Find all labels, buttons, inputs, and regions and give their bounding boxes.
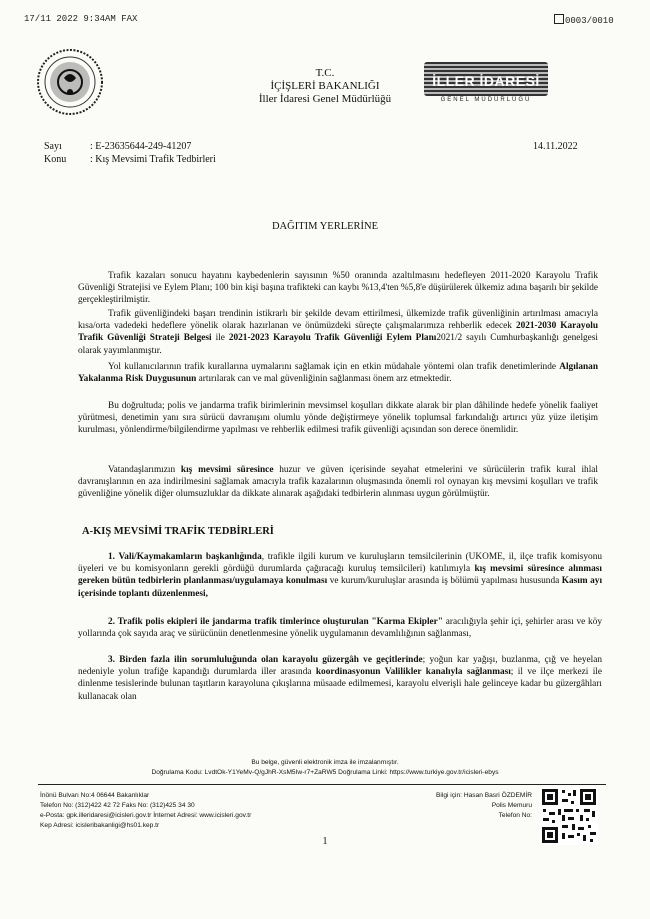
footer-phone: Telefon No: (312)422 42 72 Faks No: (312)425 34 30: [40, 802, 195, 809]
recipient: DAĞITIM YERLERİNE: [271, 221, 379, 232]
section-title: A-KIŞ MEVSİMİ TRAFİK TEDBİRLERİ: [82, 526, 274, 537]
item-3: 3. Birden fazla ilin sorumluluğunda olan karayolu güzergâh ve geçitlerinde; yoğun kar yağışı, buzlanma, çığ ve heyelan nedeniyle yolun trafiğe kapandığı durumlarda iller arasında koordinasyonun Valilikler kanalıyla sağlanması; il ve ilçe merkezi ile dinlenme tesislerinde bulunan taşıtların karayoluna çıkışlarına müsaade edilmemesi, karayolu elverişli hale gelinceye kadar bu güzergâhları kullanacak olan: [78, 655, 602, 702]
paragraph-2: Trafik güvenliğindeki başarı trendinin istikrarlı bir şekilde devam ettirilmesi, ülkemizde trafik güvenliğinin artırılması amacıyla kısa/orta vadedeki hedeflere yönelik olarak hazırlanan ve önümüzdeki süreçte çalışmalarımıza rehberlik edecek 2021-2030 Karayolu Trafik Güvenliği Strateji Belgesi ile 2021-2023 Karayolu Trafik Güvenliği Eylem Planı2021/2 sayılı Cumhurbaşkanlığı genelgesi olarak yayımlanmıştır.: [78, 309, 598, 356]
sayi-value: : E-23635644-249-41207: [90, 141, 192, 152]
footer-kep: Kep Adresi: icisleribakanligi@hs01.kep.tr: [40, 822, 160, 829]
footer-info: [392, 791, 532, 821]
fax-header-right: 0003/0010: [554, 14, 614, 26]
letterhead: [200, 67, 450, 106]
paragraph-1: Trafik kazaları sonucu hayatını kaybedenlerin sayısının %50 oranında azaltılmasını hedefleyen 2011-2020 Karayolu Trafik Güvenliği Stratejisi ve Eylem Planı; 100 bin kişi başına trafikteki can kaybı %13,4'ten %5,8'e düşürülerek ülkemiz adına başarılı bir şekilde gerçekleştirilmiştir.: [78, 271, 598, 306]
paragraph-3: Yol kullanıcılarının trafik kurallarına uymalarını sağlamak için en etkin müdahale yöntemi olan trafik denetimlerinde Algılanan Yakalanma Risk Duygusunun artırılarak can ve mal güvenliğinin sağlanması önem arz etmektedir.: [78, 362, 598, 385]
konu-label: Konu: [44, 154, 67, 165]
paragraph-4: Bu doğrultuda; polis ve jandarma trafik birimlerinin mevsimsel koşulları dikkate alarak bir plan dâhilinde hedefe yönelik faaliyet yürütmesi, denetimin yanı sıra sürücü davranışını olumlu yönde değiştirmeye yönelik toplumsal farkındalığı artırıcı yüz yüze iletişim kurulması, yönlendirme/bilgilendirme yapılması ve rehberlik edilmesi trafik güvenliği açısından son derece önemlidir.: [78, 401, 598, 436]
konu-value: : Kış Mevsimi Trafik Tedbirleri: [90, 154, 216, 165]
document-date: 14.11.2022: [533, 141, 578, 152]
esign-note: Bu belge, güvenli elektronik imza ile imzalanmıştır.: [251, 759, 399, 766]
info-title: Polis Memuru: [491, 802, 532, 809]
fax-header-left: 17/11 2022 9:34AM FAX: [24, 14, 138, 24]
sayi-label: Sayı: [44, 141, 62, 152]
footer-email: e-Posta: gpk.illeridaresi@icisleri.gov.tr İnternet Adresi: www.icisleri.gov.tr: [40, 812, 252, 819]
iller-idaresi-logo: İLLER İDARESİ GENEL MÜDÜRLÜĞÜ: [424, 62, 548, 106]
footer-address: İnönü Bulvarı No:4 06644 Bakanlıklar: [40, 792, 150, 799]
item-2: 2. Trafik polis ekipleri ile jandarma trafik timlerince oluşturulan "Karma Ekipler" aracılığıyla şehir içi, şehirler arası ve köy yollarında çok sayıda araç ve sürücünün denetlenmesine yönelik uygulamanın devamlılığının sağlanması,: [78, 617, 603, 640]
header-tc: T.C.: [315, 67, 335, 79]
info-phone: Telefon No:: [498, 812, 532, 819]
item-1: 1. Vali/Kaymakamların başkanlığında, trafikle ilgili kurum ve kuruluşların temsilcilerinin (UKOME, il, ilçe trafik komisyonu üyeleri ve bu komisyonların gerekli gördüğü durumlarda çağıracağı kuruluş temsilcileri) katılımıyla kış mevsimi süresince alınması gereken bütün tedbirlerin planlanması/uygulamaya konulması ve kurum/kuruluşlar arasında iş bölümü yapılması hususunda Kasım ayı içerisinde toplantı düzenlenmesi,: [78, 552, 603, 599]
footer-divider: [38, 784, 606, 785]
info-contact: Bilgi için: Hasan Basri ÖZDEMİR: [436, 792, 532, 799]
footer-contact: [40, 791, 251, 831]
verification-code: Doğrulama Kodu: LvdtOk-Y1YeMv-Q/gJhR-XsM5Iw-r7+ZaRW5 Doğrulama Linki: https://www.turkiye.gov.tr/icisleri-ebys: [151, 769, 499, 776]
paragraph-5: Vatandaşlarımızın kış mevsimi süresince huzur ve güven içerisinde seyahat etmelerini ve sürücülerin trafik kural ihlal davranışlarının en aza indirilmesini sağlamak amacıyla trafik kazalarının oluşmasında önemli rol oynayan kış mevsimi koşulları ve trafik güvenliğine yönelik diğer olumsuzluklar da dikkate alınarak aşağıdaki tedbirlerin alınması uygun görülmüştür.: [78, 465, 598, 500]
header-directorate: İller İdaresi Genel Müdürlüğü: [258, 93, 392, 105]
page-number: 1: [322, 836, 328, 847]
ministry-seal-logo: [36, 48, 104, 116]
header-ministry: İÇİŞLERİ BAKANLIĞI: [270, 80, 380, 92]
